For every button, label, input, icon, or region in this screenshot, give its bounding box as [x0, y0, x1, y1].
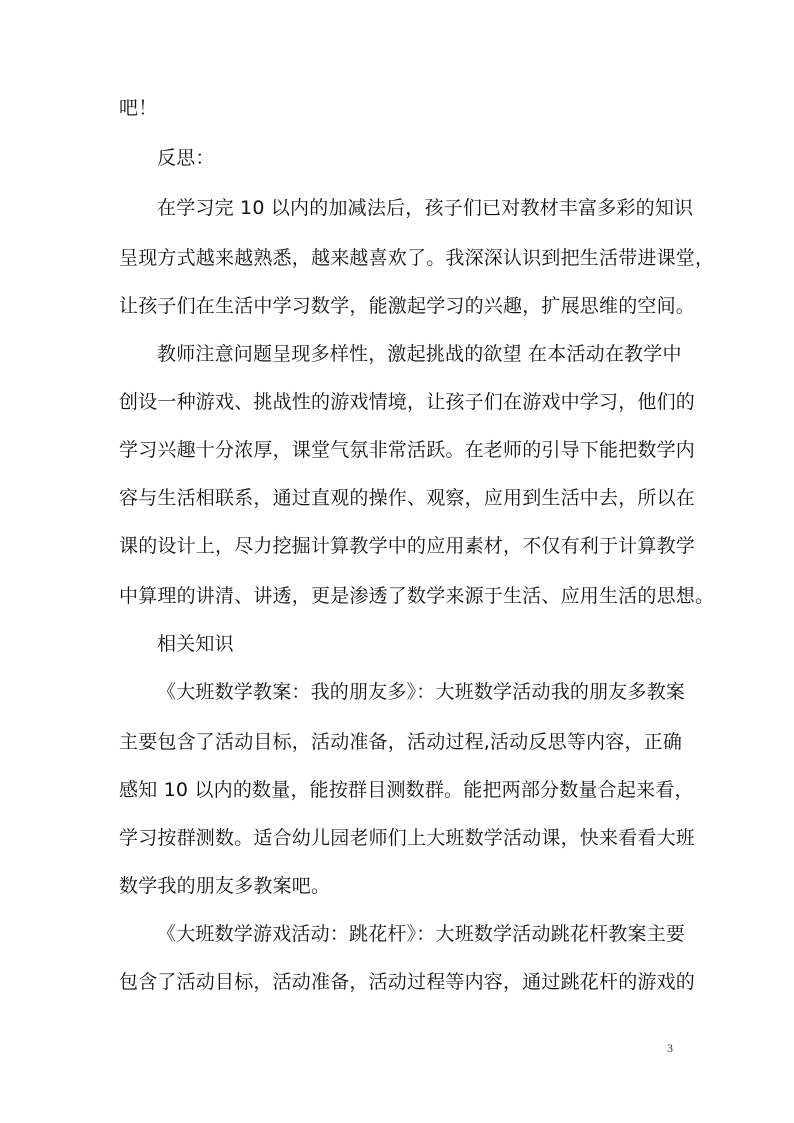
text-line: 学习兴趣十分浓厚，课堂气氛非常活跃。在老师的引导下能把数学内 [119, 439, 696, 461]
text-line: 在学习完 10 以内的加减法后，孩子们已对教材丰富多彩的知识 [157, 197, 694, 219]
text-line: 课的设计上，尽力挖掘计算教学中的应用素材，不仅有利于计算教学 [119, 535, 696, 557]
text-line: 主要包含了活动目标，活动准备，活动过程,活动反思等内容，正确 [119, 731, 683, 753]
page-number: 3 [667, 1041, 673, 1055]
text-line: 呈现方式越来越熟悉，越来越喜欢了。我深深认识到把生活带进课堂， [119, 247, 715, 269]
text-line: 包含了活动目标，活动准备，活动过程等内容，通过跳花杆的游戏的 [119, 971, 696, 993]
text-line: 教师注意问题呈现多样性，激起挑战的欲望 在本活动在教学中 [157, 343, 682, 365]
text-line: 创设一种游戏、挑战性的游戏情境，让孩子们在游戏中学习，他们的 [119, 391, 696, 413]
text-line: 感知 10 以内的数量，能按群目测数群。能把两部分数量合起来看， [119, 779, 694, 801]
section-heading-reflection: 反思： [157, 147, 215, 169]
text-line: 《大班数学游戏活动：跳花杆》：大班数学活动跳花杆教案主要 [157, 923, 686, 945]
text-line: 数学我的朋友多教案吧。 [119, 875, 331, 897]
text-line: 容与生活相联系，通过直观的操作、观察，应用到生活中去，所以在 [119, 487, 696, 509]
text-line: 让孩子们在生活中学习数学，能激起学习的兴趣，扩展思维的空间。 [119, 295, 696, 317]
text-line: 《大班数学教案：我的朋友多》：大班数学活动我的朋友多教案 [157, 681, 686, 703]
text-line: 吧！ [119, 97, 158, 119]
section-heading-related: 相关知识 [157, 633, 234, 655]
text-line: 中算理的讲清、讲透，更是渗透了数学来源于生活、应用生活的思想。 [119, 585, 715, 607]
text-line: 学习按群测数。适合幼儿园老师们上大班数学活动课，快来看看大班 [119, 827, 696, 849]
